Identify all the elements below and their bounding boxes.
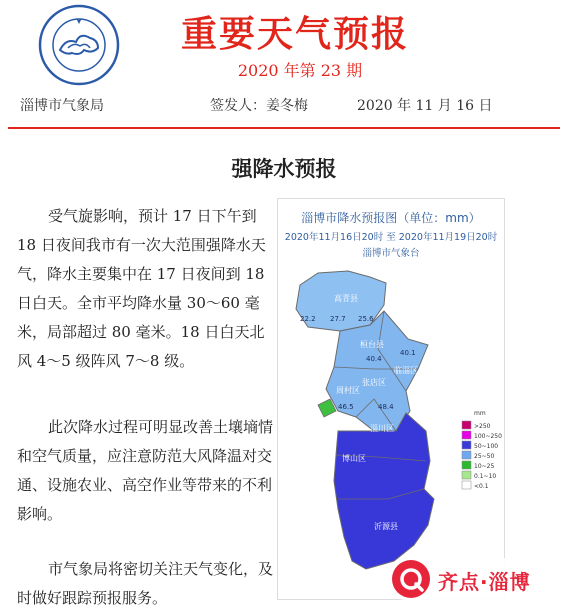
district-label: 桓台县 — [360, 340, 384, 349]
legend-label: 10~25 — [474, 463, 495, 470]
map-legend — [462, 410, 502, 490]
district-label: 张店区 — [362, 378, 386, 387]
legend-label: 0.1~10 — [474, 473, 497, 480]
legend-title: mm — [474, 410, 486, 417]
station-value: 40.4 — [366, 355, 382, 363]
district-label: 周村区 — [336, 386, 360, 395]
region-south — [334, 413, 434, 569]
issue-number: 2020 年第 23 期 — [237, 61, 363, 80]
map-graphic — [278, 199, 504, 599]
header-divider — [8, 127, 560, 129]
issue-date: 2020 年 11 月 16 日 — [357, 98, 493, 114]
station-value: 48.4 — [378, 403, 394, 411]
paragraph-impact: 此次降水过程可明显改善土壤墒情和空气质量，应注意防范大风降温对交通、设施农业、高空作业等带来的不利影响。 — [17, 418, 274, 523]
map-issuer: 淄博市气象台 — [362, 248, 420, 259]
district-label: 淄川区 — [370, 424, 394, 433]
paragraph-followup: 市气象局将密切关注天气变化，及时做好跟踪预报服务。 — [17, 560, 274, 607]
paragraph-forecast: 受气旋影响，预计 17 日下午到 18 日夜间我市有一次大范围强降水天气，降水主要集中在 17 日夜间到 18 日白天。全市平均降水量 30～60 毫米，局部超过 80 毫米。18 日白天北风 4～5 级阵风 7～8 级。 — [17, 207, 266, 370]
signer: 签发人：姜冬梅 — [210, 98, 308, 114]
legend-label: <0.1 — [474, 483, 489, 490]
station-value: 46.5 — [338, 403, 354, 411]
district-label: 高青县 — [334, 294, 358, 303]
article-title: 强降水预报 — [231, 157, 337, 181]
district-label: 临淄区 — [394, 366, 418, 375]
bureau-logo — [38, 4, 120, 86]
map-title: 淄博市降水预报图（单位：mm） — [301, 211, 481, 225]
district-label: 博山区 — [342, 454, 366, 463]
legend-swatch — [462, 431, 471, 439]
precipitation-map — [277, 198, 505, 600]
legend-swatch — [462, 461, 471, 469]
watermark-logo-icon — [392, 560, 430, 598]
legend-label: 50~100 — [474, 443, 499, 450]
station-value: 27.7 — [330, 315, 346, 323]
station-value: 25.6 — [358, 315, 374, 323]
legend-swatch — [462, 451, 471, 459]
legend-swatch — [462, 481, 471, 489]
legend-swatch — [462, 471, 471, 479]
station-value: 22.2 — [300, 315, 316, 323]
legend-swatch — [462, 421, 471, 429]
legend-swatch — [462, 441, 471, 449]
watermark-text: 齐点·淄博 — [438, 570, 531, 594]
station-value: 40.1 — [400, 349, 416, 357]
map-period: 2020年11月16日20时 至 2020年11月19日20时 — [284, 232, 498, 243]
legend-label: >250 — [474, 423, 491, 430]
agency-name: 淄博市气象局 — [20, 98, 104, 114]
district-label: 沂源县 — [374, 522, 398, 531]
legend-label: 100~250 — [474, 433, 502, 440]
legend-label: 25~50 — [474, 453, 495, 460]
bulletin-headline: 重要天气预报 — [180, 14, 409, 55]
